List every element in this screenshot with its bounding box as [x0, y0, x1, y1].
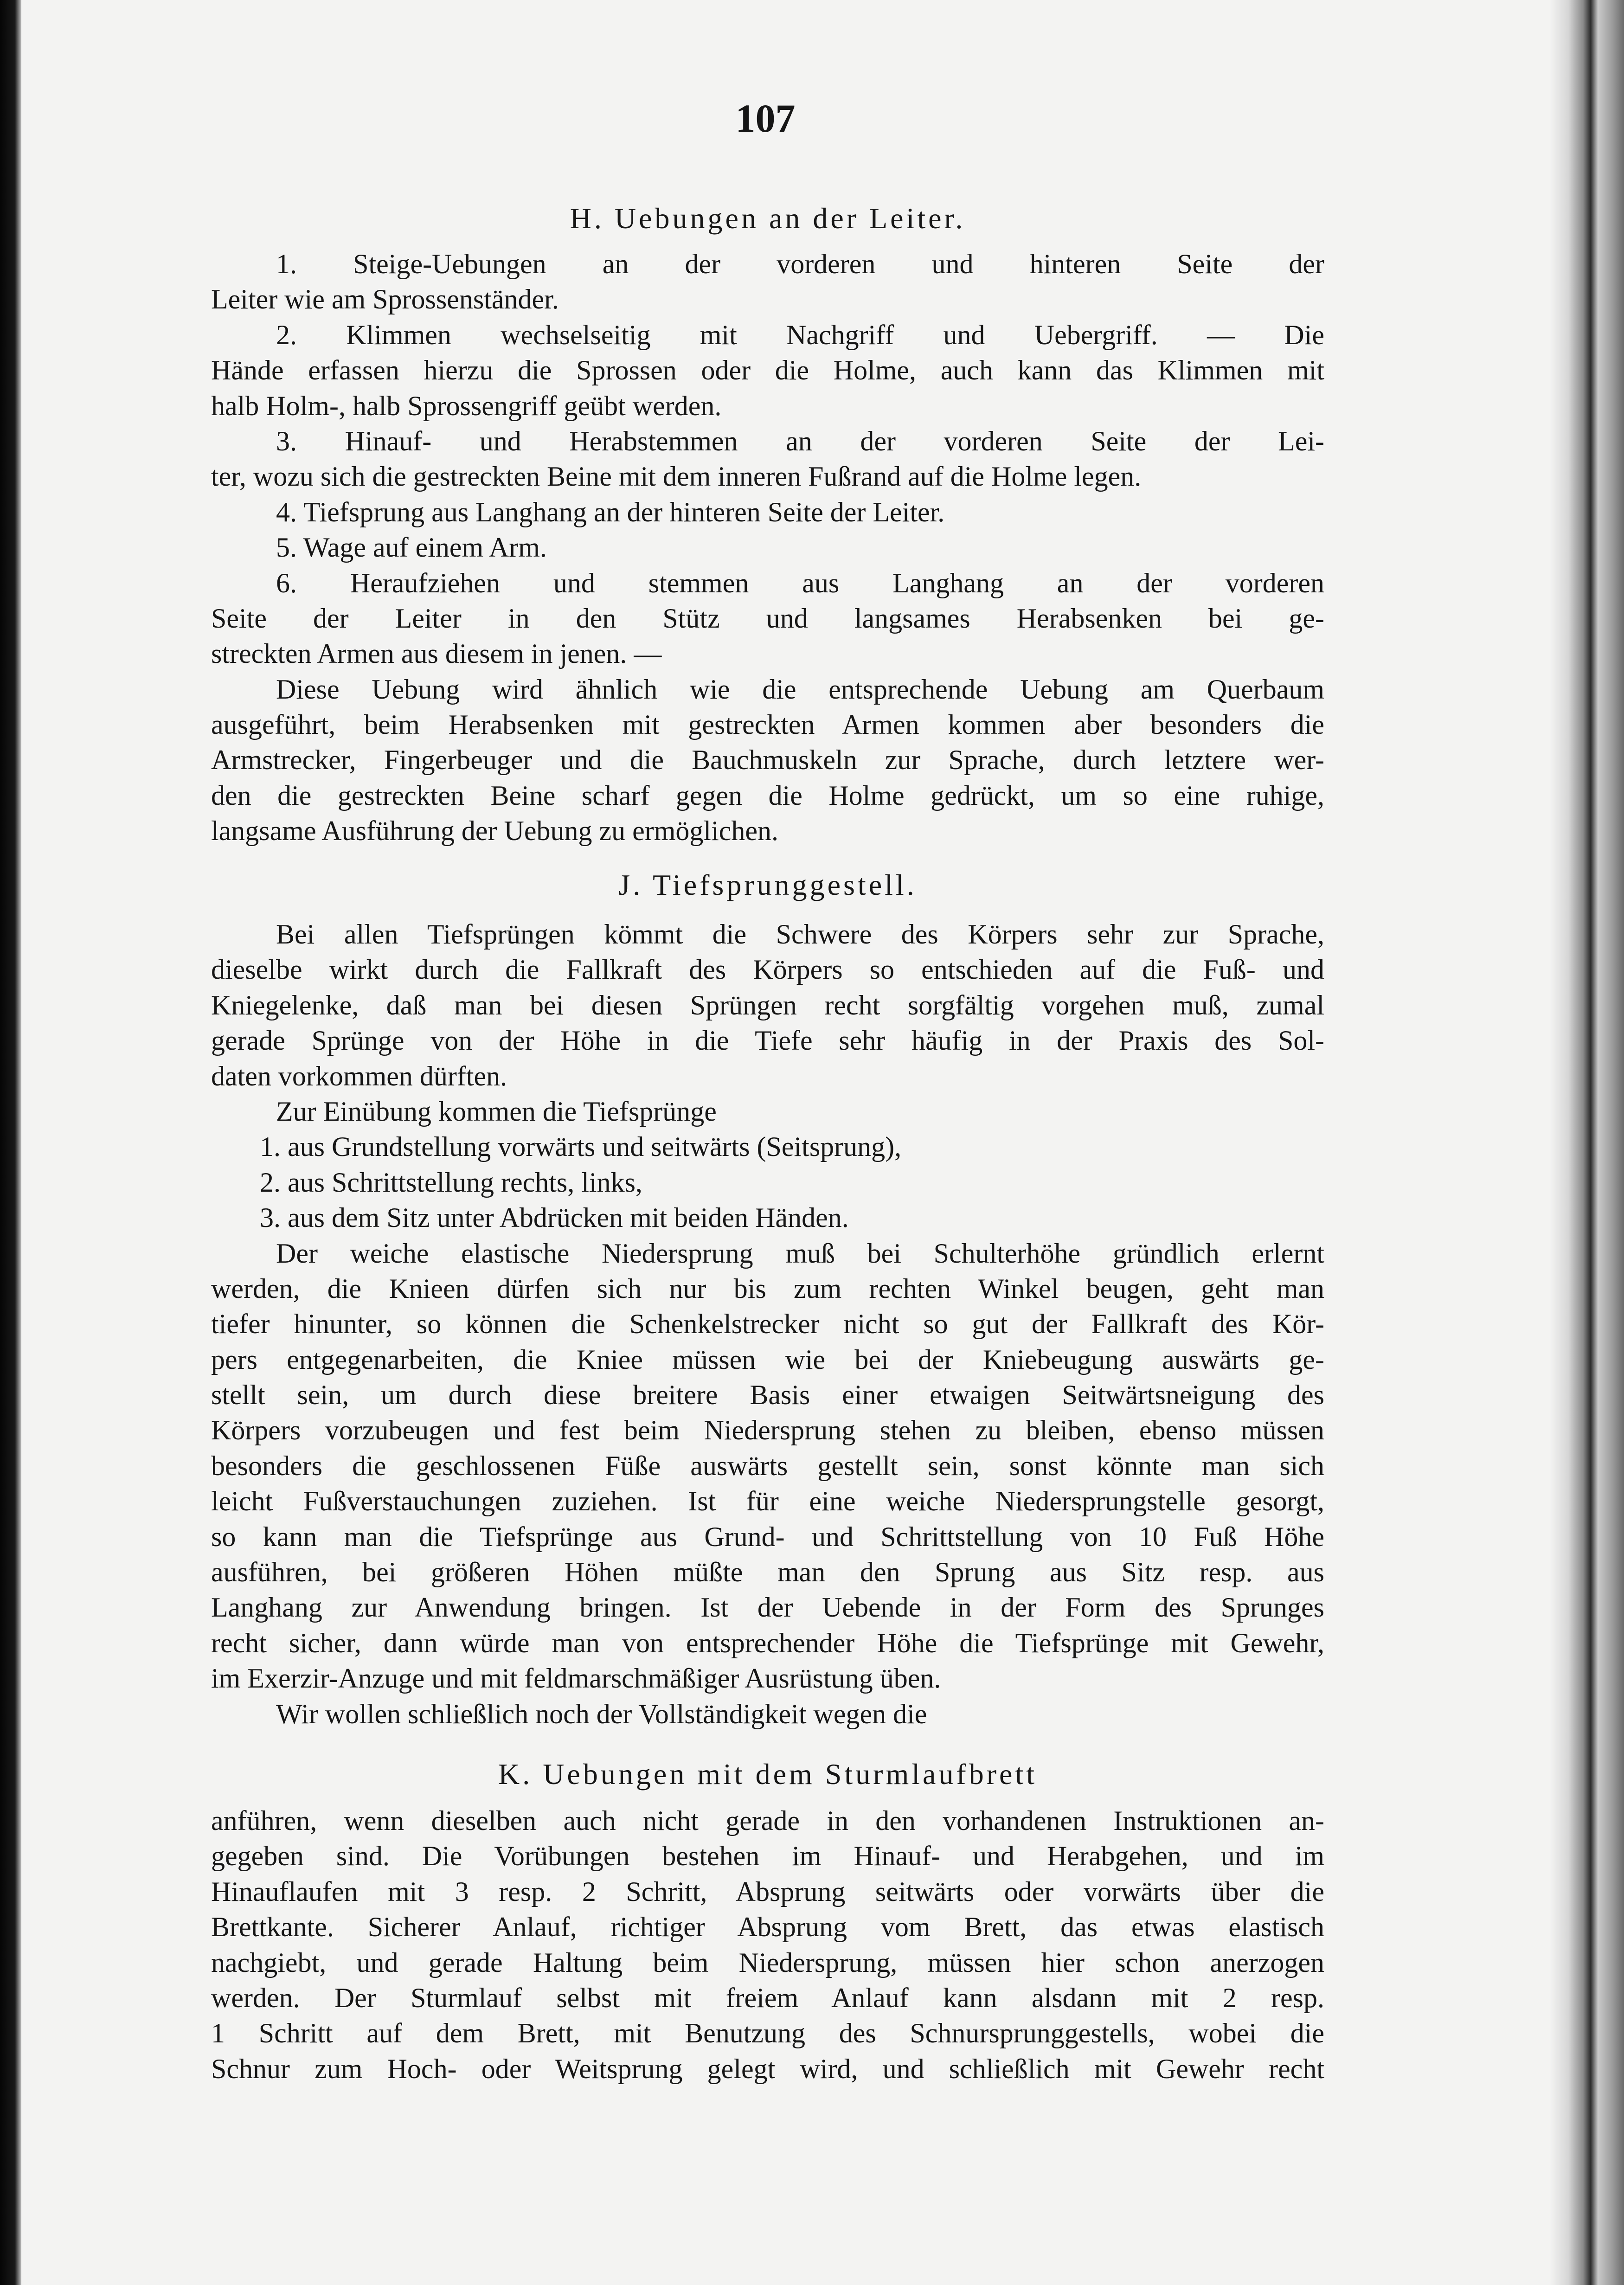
list-item: 2. aus Schrittstellung rechts, links,: [260, 1167, 642, 1198]
text-line: Körpers vorzubeugen und fest beim Niedersprung stehen zu bleiben, ebenso müssen: [211, 1415, 1324, 1446]
section-heading: H. Uebungen an der Leiter.: [570, 202, 966, 235]
text-line: im Exerzir-Anzuge und mit feldmarschmäßiger Ausrüstung üben.: [211, 1663, 941, 1694]
section-h-ladder-exercises: [211, 201, 1324, 849]
text-line: streckten Armen aus diesem in jenen. —: [211, 638, 662, 669]
paragraph: [211, 246, 1324, 317]
paragraph: [211, 1803, 1324, 2086]
text-line: tiefer hinunter, so können die Schenkelstrecker nicht so gut der Fallkraft des Kör-: [211, 1309, 1324, 1340]
page-number: 107: [735, 96, 796, 141]
text-line: stellt sein, um durch diese breitere Basis einer etwaigen Seitwärtsneigung des: [211, 1380, 1324, 1411]
text-line: Langhang zur Anwendung bringen. Ist der Uebende in der Form des Sprunges: [211, 1592, 1324, 1623]
text-line: gerade Sprünge von der Höhe in die Tiefe sehr häufig in der Praxis des Sol-: [211, 1025, 1324, 1056]
text-line: Wir wollen schließlich noch der Vollständigkeit wegen die: [276, 1698, 927, 1729]
section-heading: J. Tiefsprunggestell.: [618, 868, 917, 901]
paragraph: [211, 494, 1324, 530]
text-line: 6. Heraufziehen und stemmen aus Langhang an der vorderen: [276, 567, 1324, 598]
text-line: 1. Steige-Uebungen an der vorderen und hinteren Seite der: [276, 249, 1324, 279]
text-line: Kniegelenke, daß man bei diesen Sprüngen recht sorgfältig vorgehen muß, zumal: [211, 989, 1324, 1021]
text-line: 4. Tiefsprung aus Langhang an der hinteren Seite der Leiter.: [276, 496, 945, 527]
text-line: Hinauflaufen mit 3 resp. 2 Schritt, Absprung seitwärts oder vorwärts über die: [211, 1876, 1324, 1907]
numbered-list: [211, 1129, 1324, 1235]
paragraph: [211, 565, 1324, 672]
text-line: besonders die geschlossenen Füße auswärts gestellt sein, sonst könnte man sich: [211, 1450, 1324, 1481]
text-line: halb Holm-, halb Sprossengriff geübt werden.: [211, 390, 722, 421]
text-line: anführen, wenn dieselben auch nicht gerade in den vorhandenen Instruktionen an-: [211, 1805, 1324, 1836]
section-heading: K. Uebungen mit dem Sturmlaufbrett: [498, 1758, 1038, 1791]
text-line: werden. Der Sturmlauf selbst mit freiem Anlauf kann alsdann mit 2 resp.: [211, 1982, 1324, 2013]
scan-right-edge-book-spine: [1550, 0, 1624, 2285]
section-j-drop-jump-frame: [211, 867, 1324, 1732]
section-k-storm-run-board: [211, 1757, 1324, 2086]
text-line: langsame Ausführung der Uebung zu ermöglichen.: [211, 815, 778, 847]
text-line: 1 Schritt auf dem Brett, mit Benutzung des Schnursprunggestells, wobei die: [211, 2018, 1324, 2049]
text-line: Brettkante. Sicherer Anlauf, richtiger Absprung vom Brett, das etwas elastisch: [211, 1912, 1324, 1943]
list-item: 3. aus dem Sitz unter Abdrücken mit beiden Händen.: [260, 1202, 849, 1233]
paragraph: [211, 917, 1324, 1094]
text-line: ausgeführt, beim Herabsenken mit gestreckten Armen kommen aber besonders die: [211, 709, 1324, 740]
paragraph: [211, 672, 1324, 849]
text-line: Leiter wie am Sprossenständer.: [211, 284, 559, 315]
text-line: so kann man die Tiefsprünge aus Grund- und Schrittstellung von 10 Fuß Höhe: [211, 1521, 1324, 1552]
text-line: werden, die Knieen dürfen sich nur bis zum rechten Winkel beugen, geht man: [211, 1273, 1324, 1304]
text-line: den die gestreckten Beine scharf gegen die Holme gedrückt, um so eine ruhige,: [211, 780, 1324, 811]
text-line: Seite der Leiter in den Stütz und langsames Herabsenken bei ge-: [211, 603, 1324, 634]
text-line: ausführen, bei größeren Höhen müßte man den Sprung aus Sitz resp. aus: [211, 1557, 1324, 1588]
text-line: pers entgegenarbeiten, die Kniee müssen wie bei der Kniebeugung auswärts ge-: [211, 1344, 1324, 1375]
paragraph: [211, 424, 1324, 494]
paragraph: [211, 1696, 1324, 1732]
text-line: 2. Klimmen wechselseitig mit Nachgriff und Uebergriff. — Die: [276, 319, 1324, 350]
text-line: gegeben sind. Die Vorübungen bestehen im Hinauf- und Herabgehen, und im: [211, 1841, 1324, 1872]
text-line: 5. Wage auf einem Arm.: [276, 532, 547, 563]
text-line: dieselbe wirkt durch die Fallkraft des Körpers so entschieden auf die Fuß- und: [211, 954, 1324, 985]
scan-left-edge: [0, 0, 21, 2285]
text-line: recht sicher, dann würde man von entsprechender Höhe die Tiefsprünge mit Gewehr,: [211, 1627, 1324, 1658]
text-line: Hände erfassen hierzu die Sprossen oder die Holme, auch kann das Klimmen mit: [211, 355, 1324, 386]
text-line: Schnur zum Hoch- oder Weitsprung gelegt wird, und schließlich mit Gewehr recht: [211, 2053, 1324, 2084]
paragraph: [211, 1236, 1324, 1696]
text-line: daten vorkommen dürften.: [211, 1060, 507, 1091]
text-line: Diese Uebung wird ähnlich wie die entsprechende Uebung am Querbaum: [276, 674, 1324, 705]
paragraph: [211, 530, 1324, 565]
text-line: leicht Fußverstauchungen zuziehen. Ist für eine weiche Niedersprungstelle gesorgt,: [211, 1486, 1324, 1517]
paragraph: [211, 317, 1324, 424]
text-line: Armstrecker, Fingerbeuger und die Bauchmuskeln zur Sprache, durch letztere wer-: [211, 745, 1324, 776]
list-item: 1. aus Grundstellung vorwärts und seitwärts (Seitsprung),: [260, 1131, 902, 1162]
text-line: nachgiebt, und gerade Haltung beim Niedersprung, müssen hier schon anerzogen: [211, 1947, 1324, 1978]
text-line: Bei allen Tiefsprüngen kömmt die Schwere des Körpers sehr zur Sprache,: [276, 919, 1324, 950]
text-line: 3. Hinauf- und Herabstemmen an der vorderen Seite der Lei-: [276, 425, 1324, 456]
paragraph: [211, 1094, 1324, 1129]
text-line: Der weiche elastische Niedersprung muß bei Schulterhöhe gründlich erlernt: [276, 1238, 1324, 1269]
text-line: ter, wozu sich die gestreckten Beine mit dem inneren Fußrand auf die Holme legen.: [211, 461, 1142, 492]
text-line: Zur Einübung kommen die Tiefsprünge: [276, 1096, 717, 1127]
